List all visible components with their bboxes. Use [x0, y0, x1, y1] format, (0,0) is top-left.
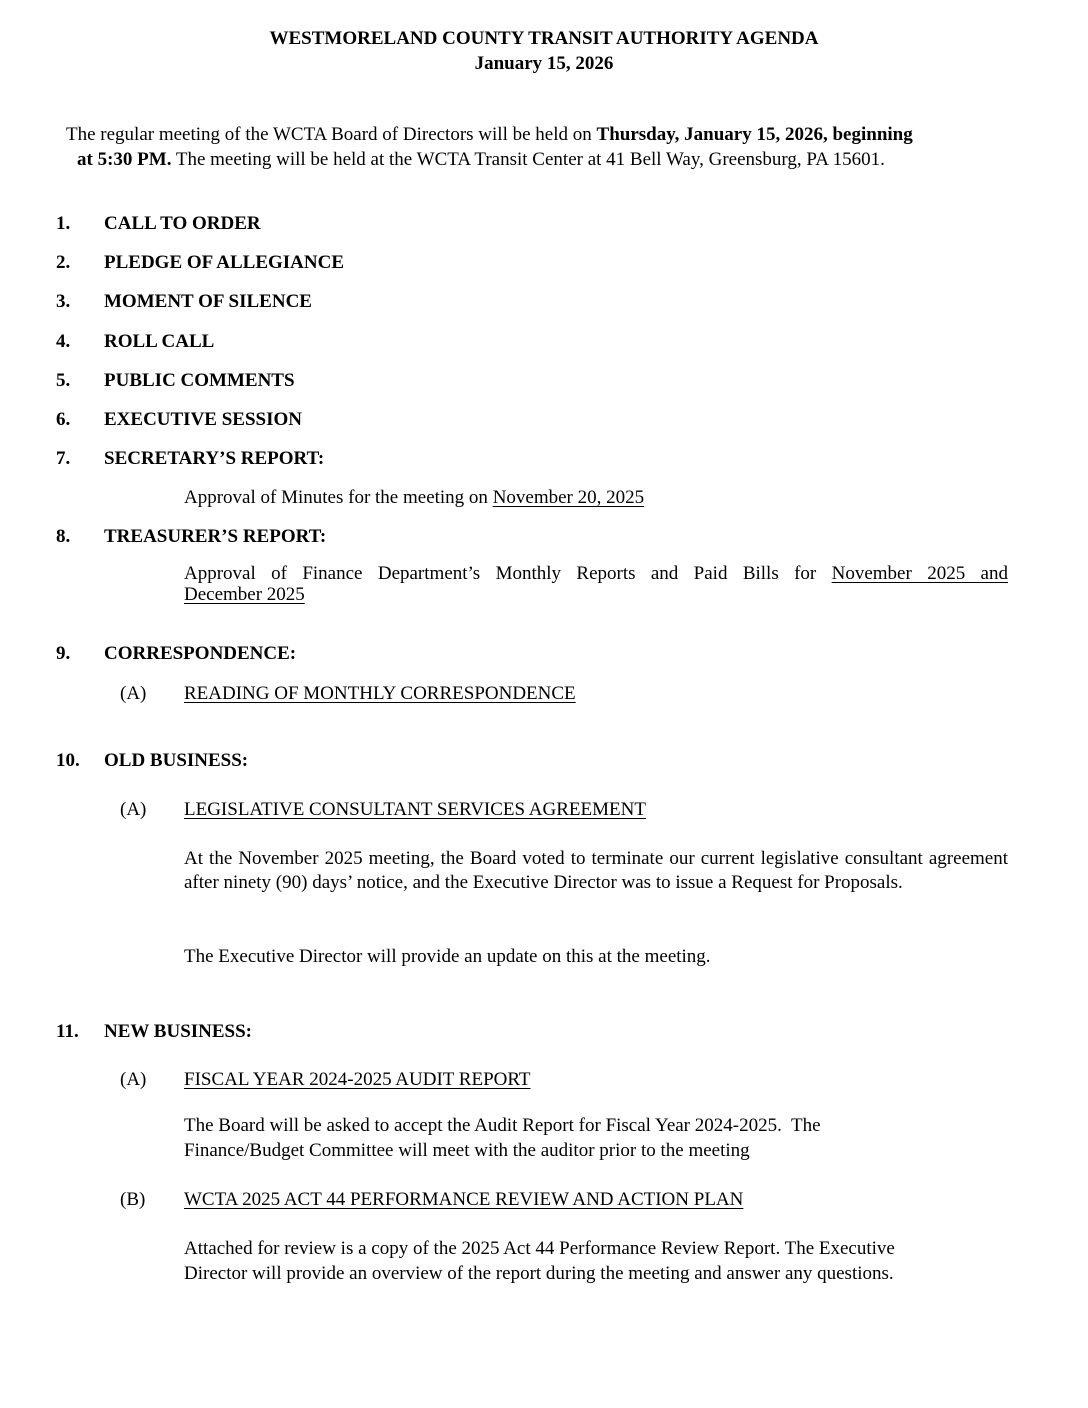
item-number: 1. [56, 213, 71, 234]
item-number: 9. [56, 643, 71, 664]
item-moment-of-silence: MOMENT OF SILENCE [104, 291, 312, 312]
item-public-comments: PUBLIC COMMENTS [104, 370, 295, 391]
treasurer-line-2 [184, 585, 305, 605]
secretary-report-text [184, 486, 644, 510]
item-number: 3. [56, 291, 71, 312]
item-number: 8. [56, 526, 71, 547]
item-number: 2. [56, 252, 71, 273]
legislative-consultant-description: At the November 2025 meeting, the Board voted to terminate our current legislative consultant agreement after ninety (90) days’ notice, and the Executive Director was to issue a Request for Proposals. [184, 848, 1008, 893]
item-number: 4. [56, 331, 71, 352]
subitem-label: (A) [120, 683, 147, 704]
intro-line-1 [66, 123, 913, 147]
item-pledge: PLEDGE OF ALLEGIANCE [104, 252, 345, 273]
secretary-date: November 20, 2025 [492, 487, 645, 508]
item-number: 11. [56, 1021, 79, 1042]
subitem-label: (A) [120, 1069, 147, 1090]
secretary-text: Approval of Minutes for the meeting on [184, 487, 493, 508]
treasurer-line-1 [184, 564, 1008, 584]
item-number: 10. [56, 750, 80, 771]
item-executive-session: EXECUTIVE SESSION [104, 409, 302, 430]
subitem-label: (B) [120, 1189, 146, 1210]
subitem-monthly-correspondence: READING OF MONTHLY CORRESPONDENCE [184, 683, 576, 704]
item-number: 7. [56, 448, 71, 469]
treasurer-period-2: December 2025 [184, 584, 305, 605]
treasurer-text: Approval of Finance Department’s Monthly Reports and Paid Bills for [184, 563, 832, 584]
intro-bold-date: Thursday, January 15, 2026, beginning [596, 124, 913, 145]
item-new-business: NEW BUSINESS: [104, 1021, 253, 1042]
treasurer-period-1: November 2025 and [831, 563, 1008, 584]
item-number: 5. [56, 370, 71, 391]
subitem-legislative-consultant: LEGISLATIVE CONSULTANT SERVICES AGREEMENT [184, 799, 646, 820]
legislative-consultant-update: The Executive Director will provide an update on this at the meeting. [184, 946, 711, 967]
item-treasurer-report: TREASURER’S REPORT: [104, 526, 327, 547]
item-old-business: OLD BUSINESS: [104, 750, 249, 771]
item-correspondence: CORRESPONDENCE: [104, 643, 297, 664]
intro-text-2: The meeting will be held at the WCTA Transit Center at 41 Bell Way, Greensburg, PA 15601. [171, 149, 885, 170]
intro-text-1: The regular meeting of the WCTA Board of Directors will be held on [66, 124, 597, 145]
audit-report-line-1: The Board will be asked to accept the Audit Report for Fiscal Year 2024-2025. The [184, 1115, 821, 1136]
intro-line-2 [77, 148, 885, 172]
subitem-label: (A) [120, 799, 147, 820]
agenda-date: January 15, 2026 [474, 53, 614, 74]
subitem-act44-review: WCTA 2025 ACT 44 PERFORMANCE REVIEW AND ACTION PLAN [184, 1189, 744, 1210]
item-number: 6. [56, 409, 71, 430]
item-roll-call: ROLL CALL [104, 331, 215, 352]
intro-bold-time: at 5:30 PM. [77, 149, 172, 170]
agenda-title: WESTMORELAND COUNTY TRANSIT AUTHORITY AGENDA [269, 28, 819, 49]
audit-report-line-2: Finance/Budget Committee will meet with the auditor prior to the meeting [184, 1140, 750, 1161]
act44-review-line-1: Attached for review is a copy of the 2025 Act 44 Performance Review Report. The Executive [184, 1238, 895, 1259]
act44-review-line-2: Director will provide an overview of the report during the meeting and answer any questions. [184, 1263, 894, 1284]
subitem-audit-report: FISCAL YEAR 2024-2025 AUDIT REPORT [184, 1069, 531, 1090]
item-secretary-report: SECRETARY’S REPORT: [104, 448, 325, 469]
item-call-to-order: CALL TO ORDER [104, 213, 261, 234]
